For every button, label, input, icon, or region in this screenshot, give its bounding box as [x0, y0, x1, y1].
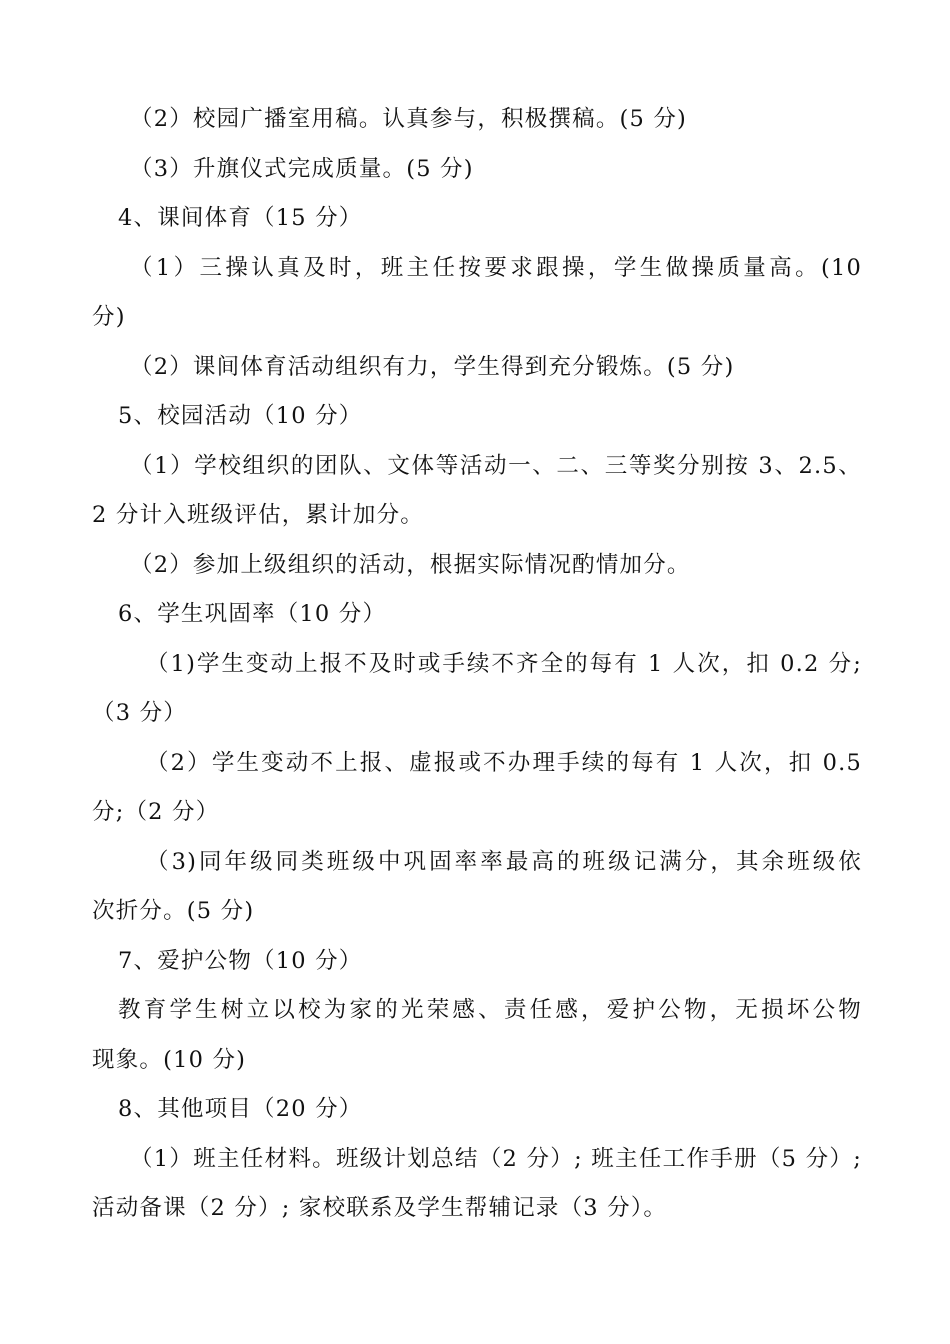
paragraph-line: （1）班主任材料。班级计划总结（2 分）; 班主任工作手册（5 分）; [130, 1146, 862, 1172]
paragraph-line: （2）校园广播室用稿。认真参与，积极撰稿。(5 分) [130, 106, 688, 132]
paragraph-line: （3）升旗仪式完成质量。(5 分) [130, 156, 474, 182]
paragraph-line: 2 分计入班级评估，累计加分。 [92, 502, 424, 528]
section-heading: 5、校园活动（10 分） [118, 403, 363, 429]
paragraph-line: （1）学校组织的团队、文体等活动一、二、三等奖分别按 3、2.5、 [130, 453, 862, 479]
paragraph-line: （2）课间体育活动组织有力，学生得到充分锻炼。(5 分) [130, 354, 735, 380]
paragraph-line: 活动备课（2 分）; 家校联系及学生帮辅记录（3 分）。 [92, 1195, 668, 1221]
paragraph-line: 次折分。(5 分) [92, 898, 255, 924]
section-heading: 4、课间体育（15 分） [118, 205, 363, 231]
paragraph-line: （1)学生变动上报不及时或手续不齐全的每有 1 人次，扣 0.2 分; [146, 651, 862, 677]
paragraph-line: （2）参加上级组织的活动，根据实际情况酌情加分。 [130, 552, 691, 578]
paragraph-line: （3 分） [92, 700, 187, 726]
paragraph-line: （2）学生变动不上报、虚报或不办理手续的每有 1 人次，扣 0.5 [146, 750, 862, 776]
section-heading: 7、爱护公物（10 分） [118, 948, 363, 974]
paragraph-line: （1）三操认真及时，班主任按要求跟操，学生做操质量高。(10 [130, 255, 862, 281]
paragraph-line: （3)同年级同类班级中巩固率率最高的班级记满分，其余班级依 [146, 849, 862, 875]
paragraph-line: 现象。(10 分) [92, 1047, 247, 1073]
paragraph-line: 分;（2 分） [92, 799, 220, 825]
paragraph-line: 教育学生树立以校为家的光荣感、责任感，爱护公物，无损坏公物 [118, 997, 862, 1023]
paragraph-line: 分) [92, 304, 126, 330]
section-heading: 6、学生巩固率（10 分） [118, 601, 387, 627]
section-heading: 8、其他项目（20 分） [118, 1096, 363, 1122]
